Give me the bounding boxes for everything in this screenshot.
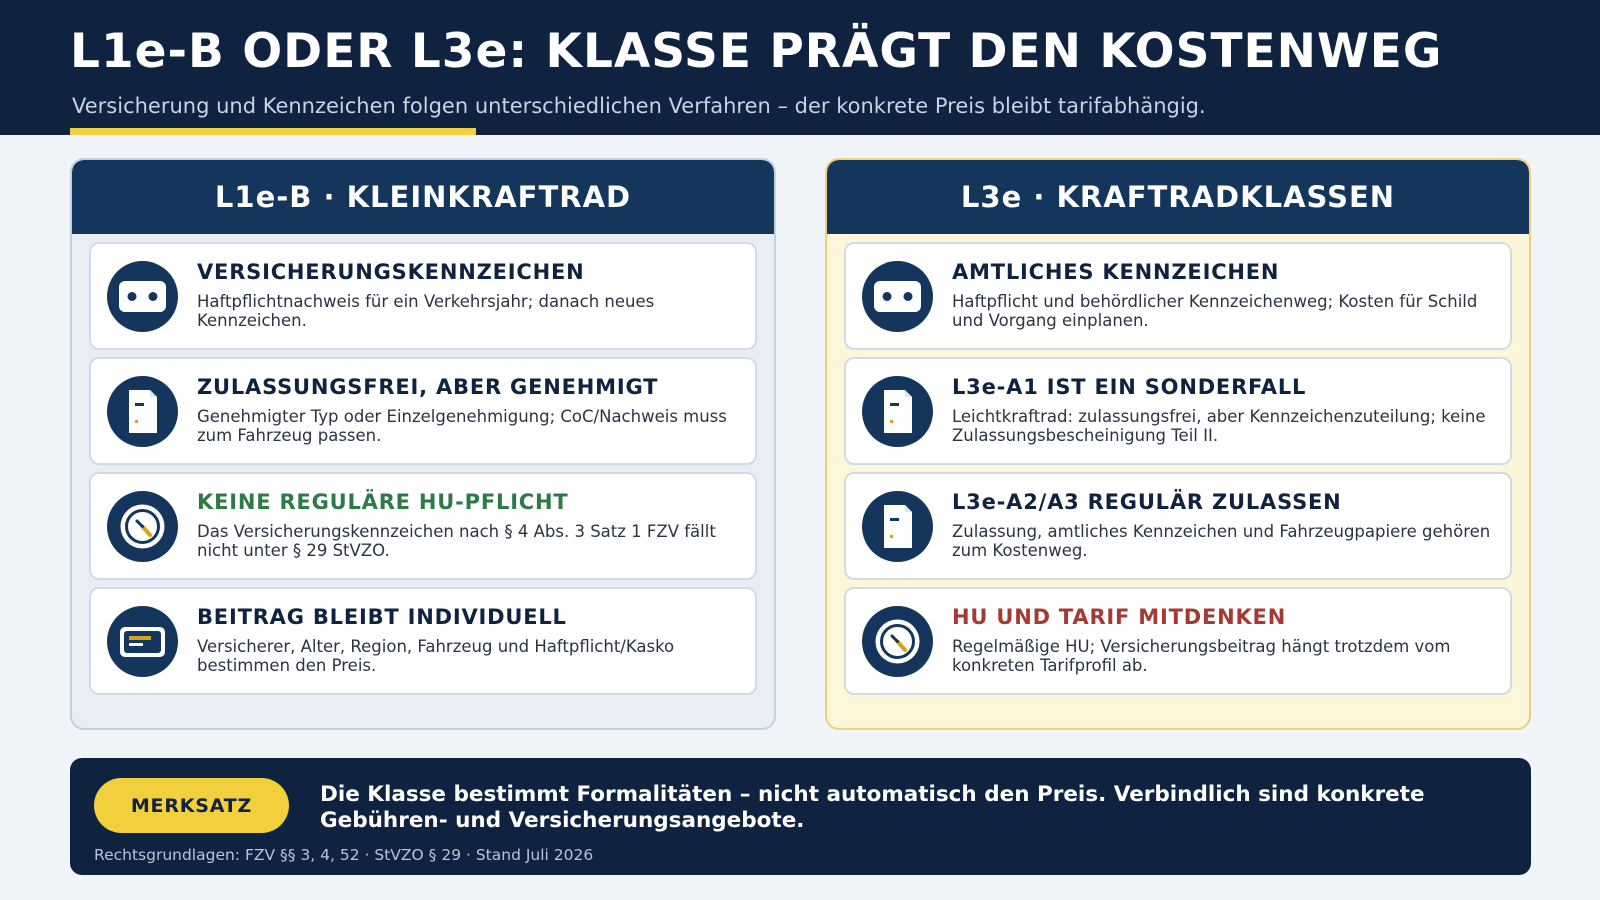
card-text: Versicherer, Alter, Region, Fahrzeug und Haftpflicht/Kasko bestimmen den Preis. [197, 637, 675, 675]
document-icon [107, 376, 178, 447]
card-text: Zulassung, amtliches Kennzeichen und Fahrzeugpapiere gehören zum Kostenweg. [952, 522, 1491, 560]
panel-l3e [825, 158, 1531, 730]
card-beitrag-individuell [89, 587, 757, 695]
merksatz-badge: MERKSATZ [94, 778, 289, 833]
title-accent-bar [70, 128, 476, 135]
inspection-gauge-icon [862, 606, 933, 677]
card-hu-und-tarif [844, 587, 1512, 695]
card-zulassungsfrei [89, 357, 757, 465]
panel-title: L1e-B · KLEINKRAFTRAD [72, 160, 774, 234]
card-l3e-a2-a3-zulassen [844, 472, 1512, 580]
card-versicherungskennzeichen [89, 242, 757, 350]
payment-card-icon [107, 606, 178, 677]
license-plate-icon [862, 261, 933, 332]
card-text: Haftpflichtnachweis für ein Verkehrsjahr; danach neues Kennzeichen. [197, 292, 655, 330]
summary-text: Die Klasse bestimmt Formalitäten – nicht automatisch den Preis. Verbindlich sind konkrete Gebühren- und Versicherungsangebote. [320, 782, 1425, 833]
card-text: Leichtkraftrad: zulassungsfrei, aber Kennzeichenzuteilung; keine Zulassungsbescheinigung Teil II. [952, 407, 1486, 445]
license-plate-icon [107, 261, 178, 332]
card-title: VERSICHERUNGSKENNZEICHEN [197, 260, 585, 284]
card-title: KEINE REGULÄRE HU-PFLICHT [197, 490, 569, 514]
card-keine-hu-pflicht [89, 472, 757, 580]
card-title: ZULASSUNGSFREI, ABER GENEHMIGT [197, 375, 659, 399]
card-title: BEITRAG BLEIBT INDIVIDUELL [197, 605, 567, 629]
card-title: L3e-A2/A3 REGULÄR ZULASSEN [952, 490, 1342, 514]
summary-footer [70, 758, 1531, 875]
header-bar [0, 0, 1600, 135]
document-icon [862, 491, 933, 562]
inspection-gauge-icon [107, 491, 178, 562]
card-text: Regelmäßige HU; Versicherungsbeitrag hängt trotzdem vom konkreten Tarifprofil ab. [952, 637, 1451, 675]
card-text: Das Versicherungskennzeichen nach § 4 Abs. 3 Satz 1 FZV fällt nicht unter § 29 StVZO. [197, 522, 716, 560]
card-title: L3e-A1 IST EIN SONDERFALL [952, 375, 1307, 399]
card-title: AMTLICHES KENNZEICHEN [952, 260, 1280, 284]
card-l3e-a1-sonderfall [844, 357, 1512, 465]
panel-l1e-b [70, 158, 776, 730]
panel-title: L3e · KRAFTRADKLASSEN [827, 160, 1529, 234]
card-title: HU UND TARIF MITDENKEN [952, 605, 1287, 629]
legal-note: Rechtsgrundlagen: FZV §§ 3, 4, 52 · StVZO § 29 · Stand Juli 2026 [94, 846, 594, 864]
card-text: Genehmigter Typ oder Einzelgenehmigung; CoC/Nachweis muss zum Fahrzeug passen. [197, 407, 727, 445]
page-title: L1e-B ODER L3e: KLASSE PRÄGT DEN KOSTENWEG [70, 24, 1443, 79]
card-amtliches-kennzeichen [844, 242, 1512, 350]
document-icon [862, 376, 933, 447]
page-subtitle: Versicherung und Kennzeichen folgen unterschiedlichen Verfahren – der konkrete Preis bleibt tarifabhängig. [72, 94, 1206, 118]
card-text: Haftpflicht und behördlicher Kennzeichenweg; Kosten für Schild und Vorgang einplanen. [952, 292, 1478, 330]
